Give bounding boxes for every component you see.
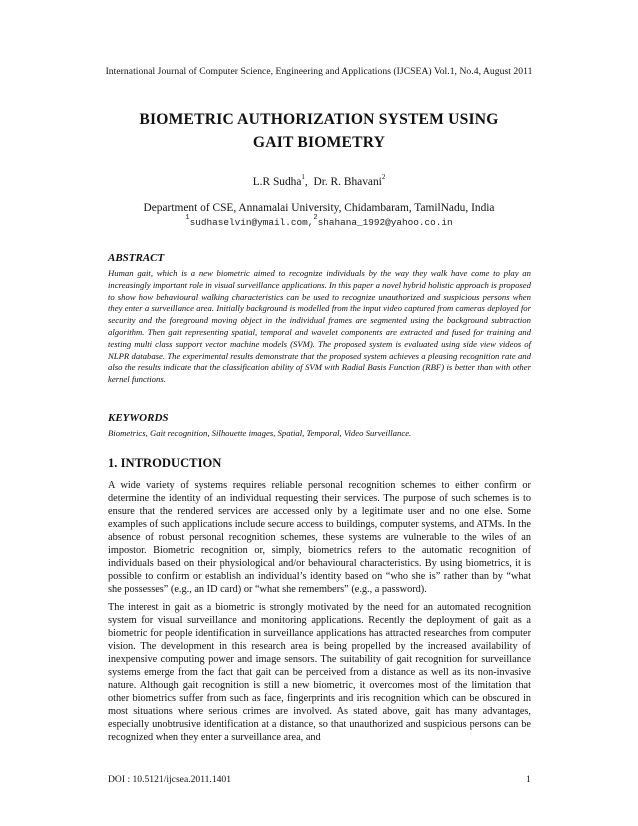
email-1: sudhaselvin@ymail.com, xyxy=(189,217,314,228)
author-emails xyxy=(0,214,638,228)
email-2-mark: 2 xyxy=(313,214,318,222)
footer-doi: DOI : 10.5121/ijcsea.2011.1401 xyxy=(108,774,232,785)
abstract-heading: ABSTRACT xyxy=(108,252,165,264)
author-2-mark: 2 xyxy=(381,173,386,181)
keywords-heading: KEYWORDS xyxy=(108,412,169,424)
author-2: Dr. R. Bhavani xyxy=(313,176,382,188)
intro-paragraph-1: A wide variety of systems requires reliable personal recognition schemes to either confirm or determine the identity of an individual requesting their services. The purpose of such schemes is to ensure that the rendered services are accessed only by a legitimate user and no one else. Some examples of such applications include secure access to buildings, computer systems, and ATMs. In the absence of robust personal recognition schemes, these systems are vulnerable to the wiles of an impostor. Biometric recognition or, simply, biometrics refers to the automatic recognition of individuals based on their physiological and/or behavioural characteristics. By using biometrics, it is possible to confirm or establish an individual’s identity based on “who she is” rather than by “what she possesses” (e.g., an ID card) or “what she remembers” (e.g., a password). xyxy=(108,480,531,595)
intro-paragraph-2: The interest in gait as a biometric is strongly motivated by the need for an automated recognition system for visual surveillance and monitoring applications. Recently the deployment of gait as a biometric for people identification in surveillance applications has attracted researches from computer vision. The development in this research area is being propelled by the increased availability of inexpensive computing power and image sensors. The suitability of gait recognition for surveillance systems emerge from the fact that gait can be perceived from a distance as well as its non-invasive nature. Although gait recognition is still a new biometric, it overcomes most of the limitation that other biometrics suffer from such as face, fingerprints and iris recognition which can be obscured in most situations where serious crimes are involved. As stated above, gait has many advantages, especially unobtrusive identification at a distance, so that unauthorized and suspicious persons can be recognized when they enter a surveillance area, and xyxy=(108,602,531,743)
paper-title xyxy=(0,108,638,154)
email-1-mark: 1 xyxy=(185,214,190,222)
keywords-text: Biometrics, Gait recognition, Silhouette images, Spatial, Temporal, Video Surveillance. xyxy=(108,428,412,438)
author-separator: , xyxy=(304,176,314,188)
author-line xyxy=(0,173,638,188)
page-number: 1 xyxy=(526,774,531,785)
abstract-text: Human gait, which is a new biometric aimed to recognize individuals by the way they walk have come to play an increasingly important role in visual surveillance applications. In this paper a novel hybrid holistic approach is proposed to show how behavioural walking characteristics can be used to recognize unauthorized and suspicious persons when they enter a surveillance area. Initially background is modelled from the input video captured from cameras deployed for security and the foreground moving object in the individual frames are segmented using the background subtraction algorithm. Then gait representing spatial, temporal and wavelet components are extracted and fused for training and testing multi class support vector machine models (SVM). The proposed system is evaluated using side view videos of NLPR database. The experimental results demonstrate that the proposed system achieves a pleasing recognition rate and also the results indicate that the classification ability of SVM with Radial Basis Function (RBF) is better than with other kernel functions. xyxy=(108,268,531,385)
email-2: shahana_1992@yahoo.co.in xyxy=(317,217,453,228)
affiliation: Department of CSE, Annamalai University, Chidambaram, TamilNadu, India xyxy=(143,202,495,214)
section-number: 1. xyxy=(108,456,118,470)
introduction-heading xyxy=(108,456,221,471)
author-1-mark: 1 xyxy=(301,173,305,181)
author-1: L.R Sudha xyxy=(252,176,302,188)
section-title: INTRODUCTION xyxy=(120,456,222,470)
journal-header: International Journal of Computer Science, Engineering and Applications (IJCSEA) Vol.1, No.4, August 2011 xyxy=(105,66,533,77)
title-line-1: BIOMETRIC AUTHORIZATION SYSTEM USING xyxy=(139,111,499,128)
title-line-2: GAIT BIOMETRY xyxy=(252,134,386,151)
